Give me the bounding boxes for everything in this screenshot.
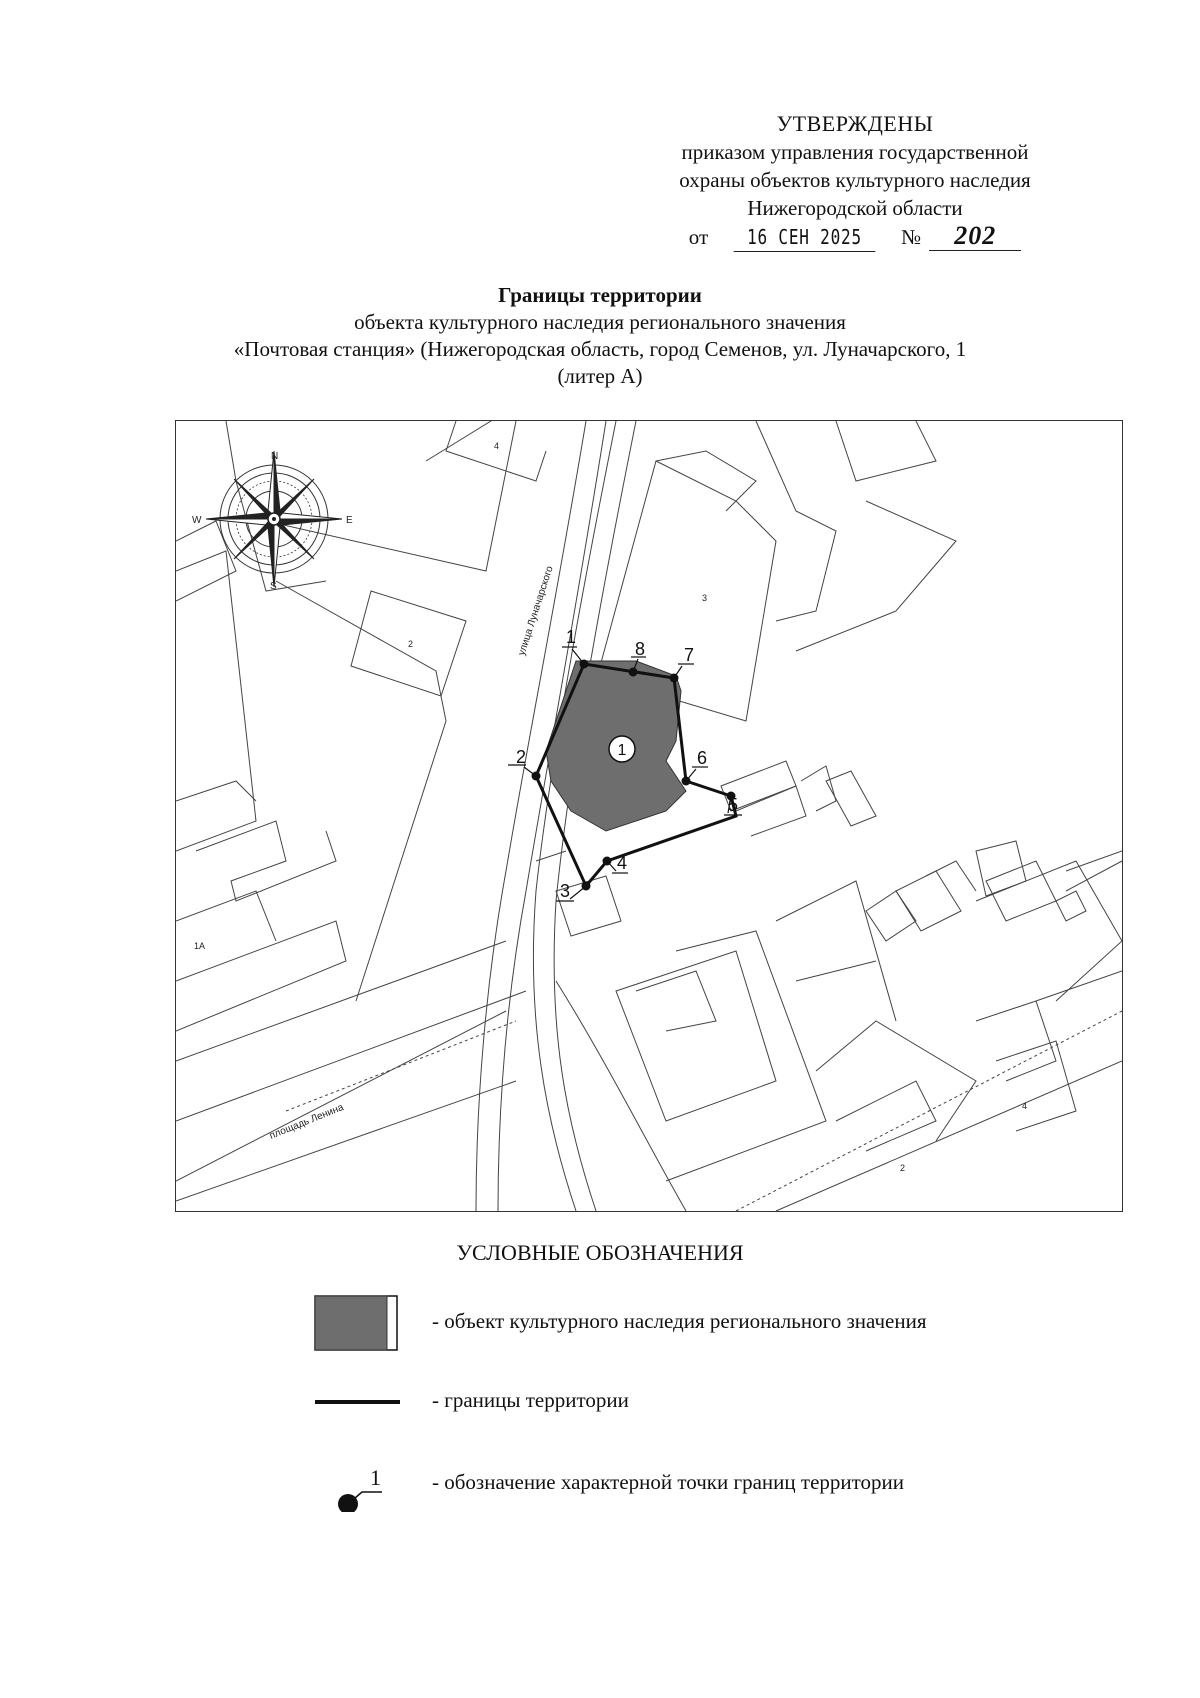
map-drawing bbox=[176, 421, 1122, 1211]
legend-item-heritage bbox=[310, 1295, 1070, 1355]
sidewalk-east bbox=[556, 981, 686, 1211]
compass-west-label: W bbox=[192, 515, 202, 526]
legend-title: УСЛОВНЫЕ ОБОЗНАЧЕНИЯ bbox=[456, 1240, 744, 1265]
title-line-2: объекта культурного наследия регионального значения bbox=[354, 310, 846, 334]
title-line-1: Границы территории bbox=[498, 283, 702, 307]
approval-line-3: Нижегородской области bbox=[747, 196, 963, 220]
legend-boundary-text: - границы территории bbox=[432, 1388, 629, 1412]
compass-north-label: N bbox=[271, 451, 279, 462]
point-symbol-label: 1 bbox=[370, 1465, 381, 1490]
building-label-2-west: 2 bbox=[408, 639, 414, 649]
legend-item-boundary bbox=[310, 1382, 1070, 1442]
approval-number: 202 bbox=[929, 222, 1021, 251]
building-label-4-top: 4 bbox=[494, 441, 500, 451]
boundary-label-8: 8 bbox=[635, 639, 646, 659]
legend-heritage-text: - объект культурного наследия регионального значения bbox=[432, 1309, 927, 1333]
boundary-label-1: 1 bbox=[566, 627, 577, 647]
boundary-label-3: 3 bbox=[560, 881, 571, 901]
object-marker-label: 1 bbox=[617, 742, 627, 759]
approval-line-1: приказом управления государственной bbox=[681, 140, 1029, 164]
building-label-2-south: 2 bbox=[900, 1163, 906, 1173]
approval-date-line bbox=[630, 222, 1080, 252]
boundary-label-5: 5 bbox=[728, 795, 739, 815]
title-line-3: «Почтовая станция» (Нижегородская область, город Семенов, ул. Луначарского, 1 bbox=[233, 337, 967, 361]
boundary-label-4: 4 bbox=[617, 853, 628, 873]
building-label-4-east: 4 bbox=[1022, 1101, 1028, 1111]
legend-point-text: - обозначение характерной точки границ территории bbox=[432, 1470, 905, 1494]
approval-block bbox=[630, 110, 1080, 252]
boundary-label-6: 6 bbox=[697, 748, 708, 768]
date-prefix: от bbox=[688, 225, 709, 249]
square-label-lenina: площадь Ленина bbox=[268, 1102, 346, 1142]
territory-map bbox=[175, 420, 1123, 1212]
document-title bbox=[150, 282, 1050, 390]
approval-line-2: охраны объектов культурного наследия bbox=[679, 168, 1031, 192]
number-prefix: № bbox=[901, 225, 922, 249]
compass-south-label: S bbox=[270, 581, 277, 592]
boundary-line-symbol-icon bbox=[310, 1382, 400, 1442]
compass-east-label: E bbox=[346, 515, 353, 526]
title-line-4: (литер А) bbox=[557, 364, 643, 388]
heritage-fill-symbol-icon bbox=[310, 1295, 400, 1355]
boundary-label-7: 7 bbox=[684, 645, 695, 665]
boundary-point-symbol-icon bbox=[310, 1452, 400, 1512]
approval-date: 16 СЕН 2025 bbox=[734, 223, 876, 252]
boundary-label-2: 2 bbox=[516, 747, 527, 767]
street-label-lunacharskogo: улица Луначарского bbox=[516, 564, 556, 657]
building-label-3: 3 bbox=[702, 593, 708, 603]
approval-heading: УТВЕРЖДЕНЫ bbox=[776, 111, 934, 136]
legend-item-point bbox=[310, 1452, 1070, 1512]
building-label-1a: 1А bbox=[194, 941, 206, 951]
